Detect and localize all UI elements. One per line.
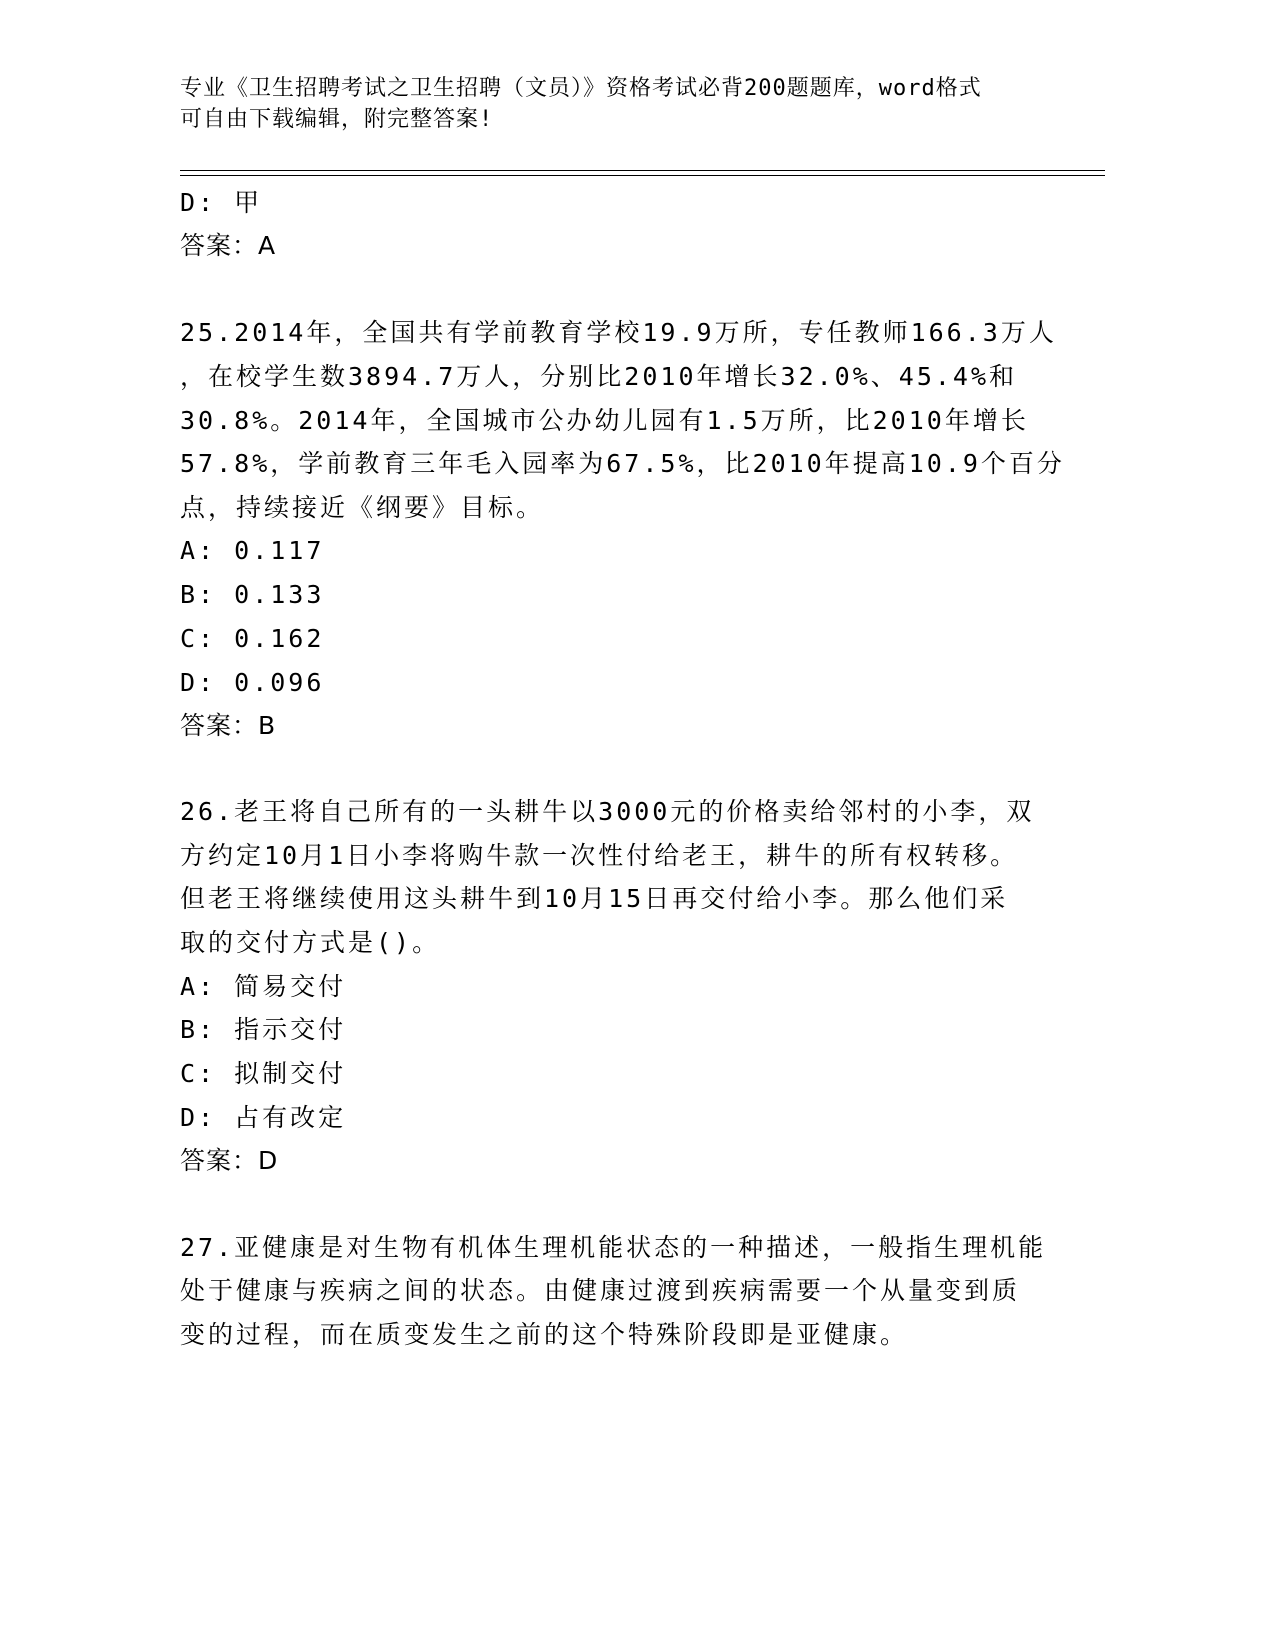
answer-label: 答案： [180, 711, 259, 740]
q25-text-line: ，在校学生数3894.7万人，分别比2010年增长32.0%、45.4%和 [180, 362, 1018, 391]
page-header [180, 73, 1040, 135]
q26-text-line: 取的交付方式是()。 [180, 928, 441, 957]
q27-text-line: 27.亚健康是对生物有机体生理机能状态的一种描述，一般指生理机能 [180, 1233, 1047, 1262]
q26-text-line: 26.老王将自己所有的一头耕牛以3000元的价格卖给邻村的小李，双 [180, 797, 1035, 826]
prev-answer [180, 231, 276, 261]
q26-option-d: D: 占有改定 [180, 1103, 347, 1132]
answer-label: 答案： [180, 231, 259, 260]
q25-option-b: B: 0.133 [180, 580, 325, 609]
answer-value: D [258, 1146, 279, 1175]
answer-value: B [258, 711, 277, 740]
q25-text-line: 57.8%，学前教育三年毛入园率为67.5%，比2010年提高10.9个百分 [180, 449, 1065, 478]
q25-option-d: D: 0.096 [180, 668, 325, 697]
q25-text-line: 25.2014年，全国共有学前教育学校19.9万所，专任教师166.3万人 [180, 318, 1057, 347]
prev-option-d: D: 甲 [180, 188, 263, 217]
q25-text-line: 30.8%。2014年，全国城市公办幼儿园有1.5万所，比2010年增长 [180, 406, 1029, 435]
header-title-line-1: 专业《卫生招聘考试之卫生招聘（文员）》资格考试必背200题题库，word格式 [180, 76, 982, 101]
q25-answer [180, 711, 276, 741]
q25-text-line: 点，持续接近《纲要》目标。 [180, 493, 545, 522]
q26-option-b: B: 指示交付 [180, 1015, 347, 1044]
answer-value: A [258, 231, 277, 260]
q26-text-line: 方约定10月1日小李将购牛款一次性付给老王，耕牛的所有权转移。 [180, 841, 1019, 870]
q26-option-a: A: 简易交付 [180, 972, 347, 1001]
q26-answer [180, 1146, 278, 1176]
q25-option-c: C: 0.162 [180, 624, 325, 653]
q26-option-c: C: 拟制交付 [180, 1059, 347, 1088]
q25-option-a: A: 0.117 [180, 536, 325, 565]
answer-label: 答案： [180, 1146, 259, 1175]
q26-text-line: 但老王将继续使用这头耕牛到10月15日再交付给小李。那么他们采 [180, 884, 1009, 913]
header-divider [180, 170, 1105, 176]
q27-text-line: 变的过程，而在质变发生之前的这个特殊阶段即是亚健康。 [180, 1320, 909, 1349]
q27-text-line: 处于健康与疾病之间的状态。由健康过渡到疾病需要一个从量变到质 [180, 1276, 1021, 1305]
header-title-line-2: 可自由下载编辑，附完整答案! [180, 107, 494, 132]
